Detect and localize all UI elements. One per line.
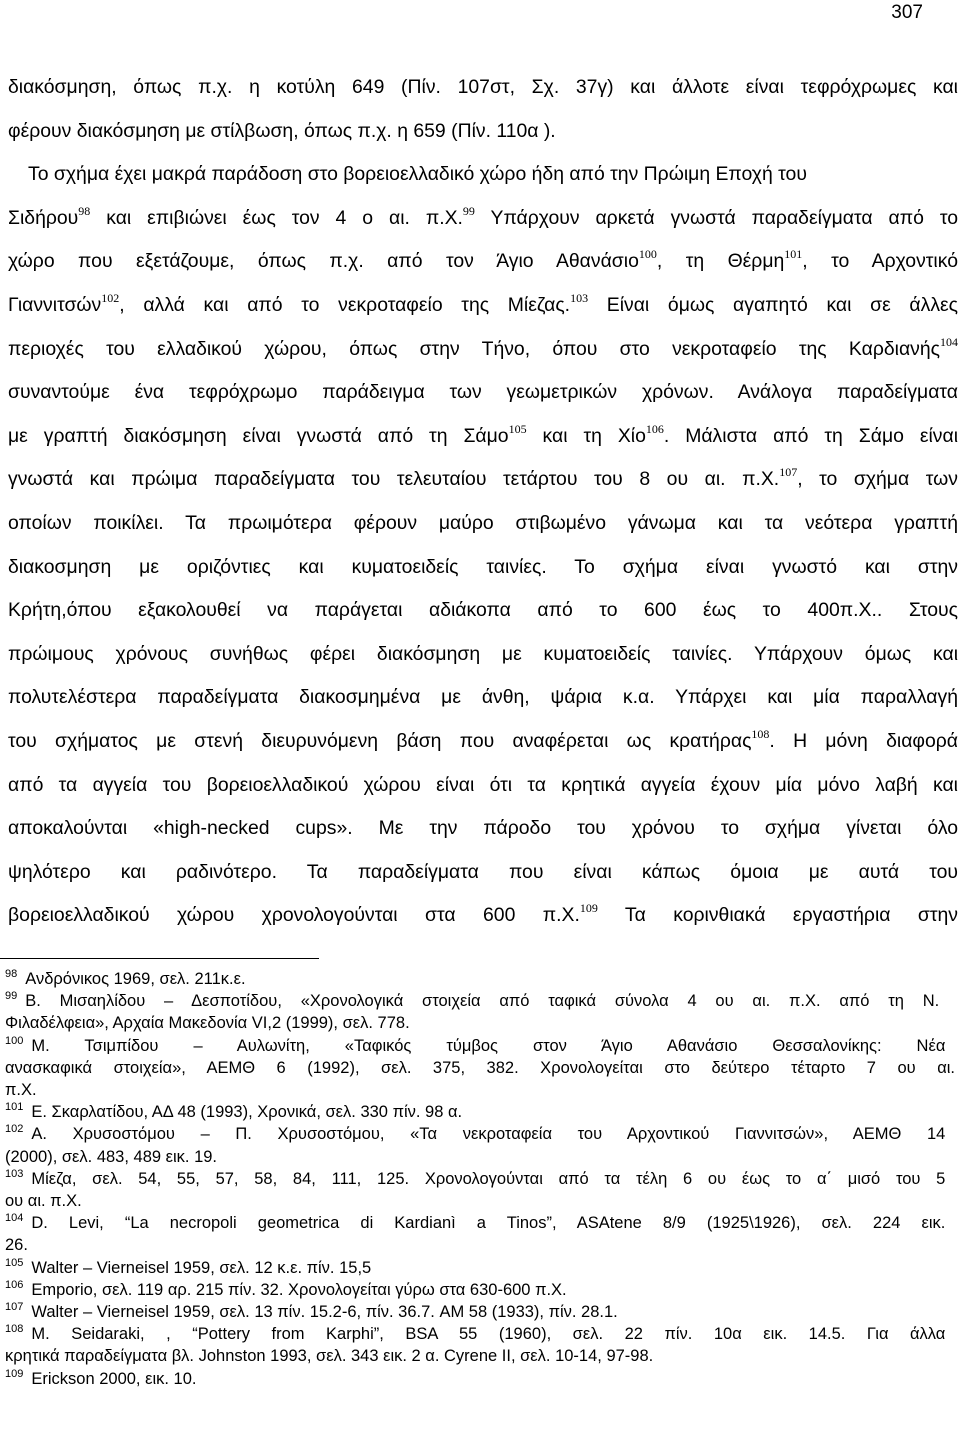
text-line <box>8 764 958 808</box>
text-line <box>8 676 958 720</box>
footnote-text: Walter – Vierneisel 1959, σελ. 12 κ.ε. πίν. 15,5 <box>31 1258 372 1277</box>
footnote-number: 98 <box>5 968 18 980</box>
text-line <box>8 589 958 633</box>
footnote-number: 101 <box>5 1101 24 1114</box>
text-segment: και επιβιώνει έως τον 4 ο αι. π.Χ. <box>90 206 463 229</box>
text-segment: . Μάλιστα από τη Σάμο είναι <box>663 424 959 447</box>
footnote <box>5 1323 955 1367</box>
text-segment: και τη Χίο <box>526 424 646 447</box>
text-segment: φέρουν διακόσμηση με στίλβωση, όπως π.χ. η 659 (Πίν. 110α ). <box>8 119 556 142</box>
main-text <box>8 66 958 938</box>
text-segment: Τα κορινθιακά εργαστήρια στην <box>597 904 958 927</box>
text-segment: με γραπτή διακόσμηση είναι γνωστά από τη Σάμο <box>8 424 509 447</box>
text-segment: χώρο που εξετάζουμε, όπως π.χ. από τον Άγιο Αθανάσιο <box>8 250 639 273</box>
footnote-number: 105 <box>5 1256 24 1269</box>
footnote-ref: 101 <box>784 247 803 262</box>
footnote-ref: 99 <box>462 203 475 218</box>
text-segment: συναντούμε ένα τεφρόχρωμο παράδειγμα των γεωμετρικών χρόνων. Ανάλογα παραδείγματα <box>8 381 958 404</box>
footnote <box>5 1123 955 1167</box>
footnote-ref: 106 <box>645 421 664 436</box>
text-line <box>8 458 958 502</box>
footnote-separator <box>0 958 319 959</box>
footnote <box>5 990 955 1034</box>
text-segment: Υπάρχουν αρκετά γνωστά παραδείγματα από το <box>474 206 958 229</box>
text-line <box>8 197 958 241</box>
footnote-text: (2000), σελ. 483, 489 εικ. 19. <box>5 1147 218 1166</box>
footnote-text: D. Levi, “La necropoli geometrica di Kardianì a Tinos”, ASAtene 8/9 (1925\1926), σελ. 224 εικ. <box>31 1214 946 1233</box>
footnote-ref: 108 <box>751 726 770 741</box>
text-segment: Γιαννιτσών <box>8 293 102 316</box>
footnote-number: 109 <box>5 1367 24 1380</box>
text-segment: Σιδήρου <box>8 206 79 229</box>
footnote-number: 107 <box>5 1301 24 1314</box>
footnote-text: κρητικά παραδείγματα βλ. Johnston 1993, σελ. 343 εικ. 2 α. Cyrene II, σελ. 10-14, 97-98. <box>5 1347 654 1366</box>
footnote-text: ανασκαφικά στοιχεία», ΑΕΜΘ 6 (1992), σελ. 375, 382. Χρονολογείται στο δεύτερο τέταρτο 7 ου αι. <box>5 1058 955 1077</box>
text-line <box>8 633 958 677</box>
text-segment: οποίων ποικίλει. Τα πρωιμότερα φέρουν μαύρο στιβωμένο γάνωμα και τα νεότερα γραπτή <box>8 511 958 534</box>
text-line <box>8 110 958 154</box>
footnote-number: 104 <box>5 1212 24 1225</box>
text-segment: ψηλότερο και ραδινότερο. Τα παραδείγματα που είναι κάπως όμοια με αυτά του <box>8 860 958 883</box>
footnote-text: Ανδρόνικος 1969, σελ. 211κ.ε. <box>25 970 246 988</box>
footnote-ref: 104 <box>940 334 958 349</box>
footnote <box>5 1279 955 1301</box>
footnote-ref: 109 <box>579 901 598 916</box>
footnote-number: 100 <box>5 1034 24 1047</box>
footnote <box>5 968 955 990</box>
text-segment: Κρήτη,όπου εξακολουθεί να παράγεται αδιάκοπα από το 600 έως το 400π.Χ.. Στους <box>8 599 958 622</box>
footnote-ref: 105 <box>508 421 527 436</box>
text-segment: Το σχήμα έχει μακρά παράδοση στο βορειοελλαδικό χώρο ήδη από την Πρώιμη Εποχή του <box>28 163 807 186</box>
text-segment: . Η μόνη διαφορά <box>769 729 958 752</box>
text-segment: , το Αρχοντικό <box>802 250 958 273</box>
text-segment: , τη Θέρμη <box>656 250 785 273</box>
footnote-number: 99 <box>5 990 18 1003</box>
footnote-number: 106 <box>5 1278 24 1291</box>
text-segment: διακόσμηση, όπως π.χ. η κοτύλη 649 (Πίν. 107στ, Σχ. 37γ) και άλλοτε είναι τεφρόχρωμες και <box>8 76 958 98</box>
text-segment: γνωστά και πρώιμα παραδείγματα του τελευταίου τετάρτου του 8 ου αι. π.Χ. <box>8 468 780 491</box>
text-segment: , το σχήμα των <box>797 468 958 491</box>
text-line <box>8 720 958 764</box>
footnote-text: π.Χ. <box>5 1081 37 1100</box>
footnote-text: ου αι. π.Χ. <box>5 1192 82 1211</box>
footnote-number: 108 <box>5 1323 24 1336</box>
footnote <box>5 1212 955 1256</box>
text-segment: του σχήματος με στενή διευρυνόμενη βάση που αναφέρεται ως κρατήρας <box>8 729 752 752</box>
text-line <box>8 328 958 372</box>
footnote <box>5 1168 955 1212</box>
footnote-text: Α. Χρυσοστόμου – Π. Χρυσοστόμου, «Τα νεκροταφεία του Αρχοντικού Γιαννιτσών», ΑΕΜΘ 14 <box>31 1125 946 1144</box>
text-line <box>8 415 958 459</box>
text-segment: , αλλά και από το νεκροταφείο της Μίεζας. <box>119 293 571 316</box>
text-segment: πρώιμους χρόνους συνήθως φέρει διακόσμηση με κυματοειδείς ταινίες. Υπάρχουν όμως και <box>8 642 958 665</box>
footnote-text: Ε. Σκαρλατίδου, ΑΔ 48 (1993), Χρονικά, σελ. 330 πίν. 98 α. <box>31 1103 463 1122</box>
footnote-text: Μίεζα, σελ. 54, 55, 57, 58, 84, 111, 125. Χρονολογούνται από τα τέλη 6 ου έως το α΄ μισό του 5 <box>31 1169 946 1188</box>
footnote-text: 26. <box>5 1236 28 1255</box>
footnote-number: 103 <box>5 1167 24 1180</box>
footnote <box>5 1101 955 1123</box>
text-line <box>8 502 958 546</box>
page-number: 307 <box>891 2 923 23</box>
footnote-text: Β. Μισαηλίδου – Δεσποτίδου, «Χρονολογικά στοιχεία από ταφικά σύνολα 4 ου αι. π.Χ. από τη Ν. <box>25 992 940 1011</box>
text-segment: αποκαλούνται «high-necked cups». Με την πάροδο του χρόνου το σχήμα γίνεται όλο <box>8 817 958 840</box>
text-line <box>8 66 958 110</box>
footnote-text: Walter – Vierneisel 1959, σελ. 13 πίν. 15.2-6, πίν. 36.7. AM 58 (1933), πίν. 28.1. <box>31 1303 618 1322</box>
footnote-number: 102 <box>5 1123 24 1136</box>
footnote-ref: 107 <box>779 465 798 480</box>
footnote <box>5 1257 955 1279</box>
footnote-text: Emporio, σελ. 119 αρ. 215 πίν. 32. Χρονολογείται γύρω στα 630-600 π.Χ. <box>31 1280 567 1299</box>
footnote-ref: 98 <box>78 203 91 218</box>
text-line <box>8 371 958 415</box>
footnote-text: Φιλαδέλφεια», Αρχαία Μακεδονία VI,2 (1999), σελ. 778. <box>5 1014 410 1033</box>
text-line <box>8 807 958 851</box>
text-segment: βορειοελλαδικού χώρου χρονολογούνται στα 600 π.Χ. <box>8 904 580 927</box>
footnote-text: Erickson 2000, εικ. 10. <box>31 1369 197 1388</box>
footnote-ref: 102 <box>101 290 120 305</box>
text-line <box>8 240 958 284</box>
text-segment: Είναι όμως αγαπητό και σε άλλες <box>588 293 959 316</box>
footnote <box>5 1368 955 1390</box>
footnote-text: Μ. Τσιμπίδου – Αυλωνίτη, «Ταφικός τύμβος στον Άγιο Αθανάσιο Θεσσαλονίκης: Νέα <box>31 1036 946 1055</box>
text-line <box>8 153 958 197</box>
text-line <box>8 284 958 328</box>
footnote <box>5 1301 955 1323</box>
text-line <box>8 894 958 938</box>
text-segment: από τα αγγεία του βορειοελλαδικού χώρου είναι ότι τα κρητικά αγγεία έχουν μία μόνο λαβή και <box>8 773 958 796</box>
footnote-text: M. Seidaraki, , “Pottery from Karphi”, BSA 55 (1960), σελ. 22 πίν. 10α εικ. 14.5. Για άλλα <box>31 1325 946 1344</box>
footnote-ref: 103 <box>570 290 589 305</box>
footnotes <box>5 968 955 1390</box>
text-line <box>8 851 958 895</box>
text-segment: διακοσμηση με οριζόντιες και κυματοειδείς ταινίες. Το σχήμα είναι γνωστό και στην <box>8 555 958 578</box>
footnote <box>5 1035 955 1102</box>
text-segment: περιοχές του ελλαδικού χώρου, όπως στην Τήνο, όπου στο νεκροταφείο της Καρδιανής <box>8 337 940 360</box>
text-line <box>8 546 958 590</box>
footnote-ref: 100 <box>638 247 657 262</box>
text-segment: πολυτελέστερα παραδείγματα διακοσμημένα με άνθη, ψάρια κ.α. Υπάρχει και μία παραλλαγή <box>8 686 958 709</box>
